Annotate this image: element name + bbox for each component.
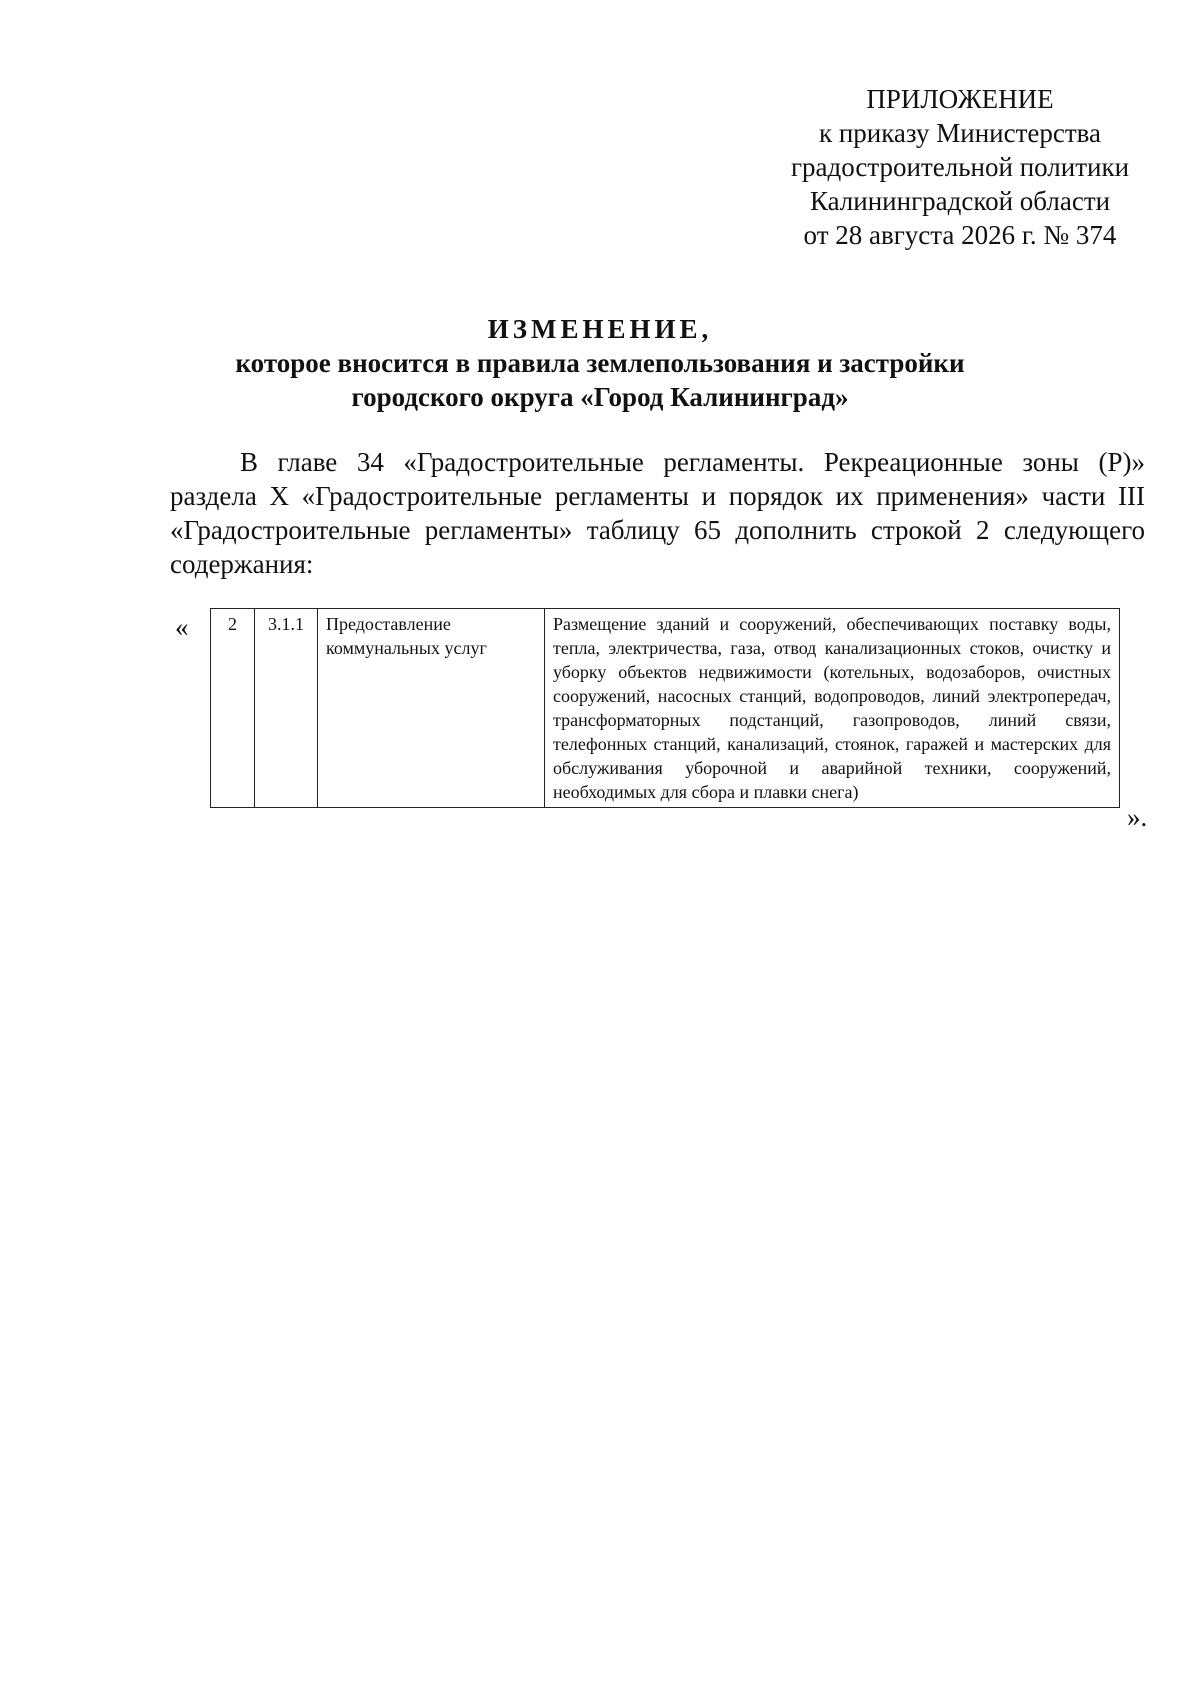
- appendix-ministry: градостроительной политики: [790, 152, 1130, 182]
- document-title: [150, 312, 1050, 414]
- row-code-cell: 3.1.1: [255, 609, 318, 808]
- appendix-date-number: от 28 августа 2026 г. № 374: [803, 220, 1117, 250]
- title-subtitle-line2: городского округа «Город Калининград»: [351, 382, 849, 412]
- appendix-header: [775, 82, 1145, 252]
- row-name-cell: Предоставление коммунальных услуг: [318, 609, 545, 808]
- opening-quote: «: [175, 612, 189, 642]
- row-description-cell: Размещение зданий и сооружений, обеспечивающих поставку воды, тепла, электричества, газа, отвод канализационных стоков, очистку и уборку объектов недвижимости (котельных, водозаборов, очистных сооружений, насосных станций, водопроводов, линий электропередач, трансформаторных подстанций, газопроводов, линий связи, телефонных станций, канализаций, стоянок, гаражей и мастерских для обслуживания уборочной и аварийной техники, сооружений, необходимых для сбора и плавки снега): [545, 609, 1120, 808]
- row-number-cell: 2: [211, 609, 255, 808]
- amendment-table: [210, 608, 1120, 808]
- appendix-label: ПРИЛОЖЕНИЕ: [866, 84, 1054, 114]
- title-subtitle-line1: которое вносится в правила землепользования и застройки: [235, 348, 965, 378]
- title-main: ИЗМЕНЕНИЕ,: [487, 314, 713, 344]
- table-row: [211, 609, 1120, 808]
- closing-quote: ».: [1127, 802, 1148, 832]
- body-paragraph: В главе 34 «Градостроительные регламенты. Рекреационные зоны (Р)» раздела X «Градостроительные регламенты и порядок их применения» части III «Градостроительные регламенты» таблицу 65 дополнить строкой 2 следующего содержания:: [170, 447, 1145, 579]
- appendix-order-ref: к приказу Министерства: [818, 118, 1102, 148]
- appendix-region: Калининградской области: [809, 186, 1111, 216]
